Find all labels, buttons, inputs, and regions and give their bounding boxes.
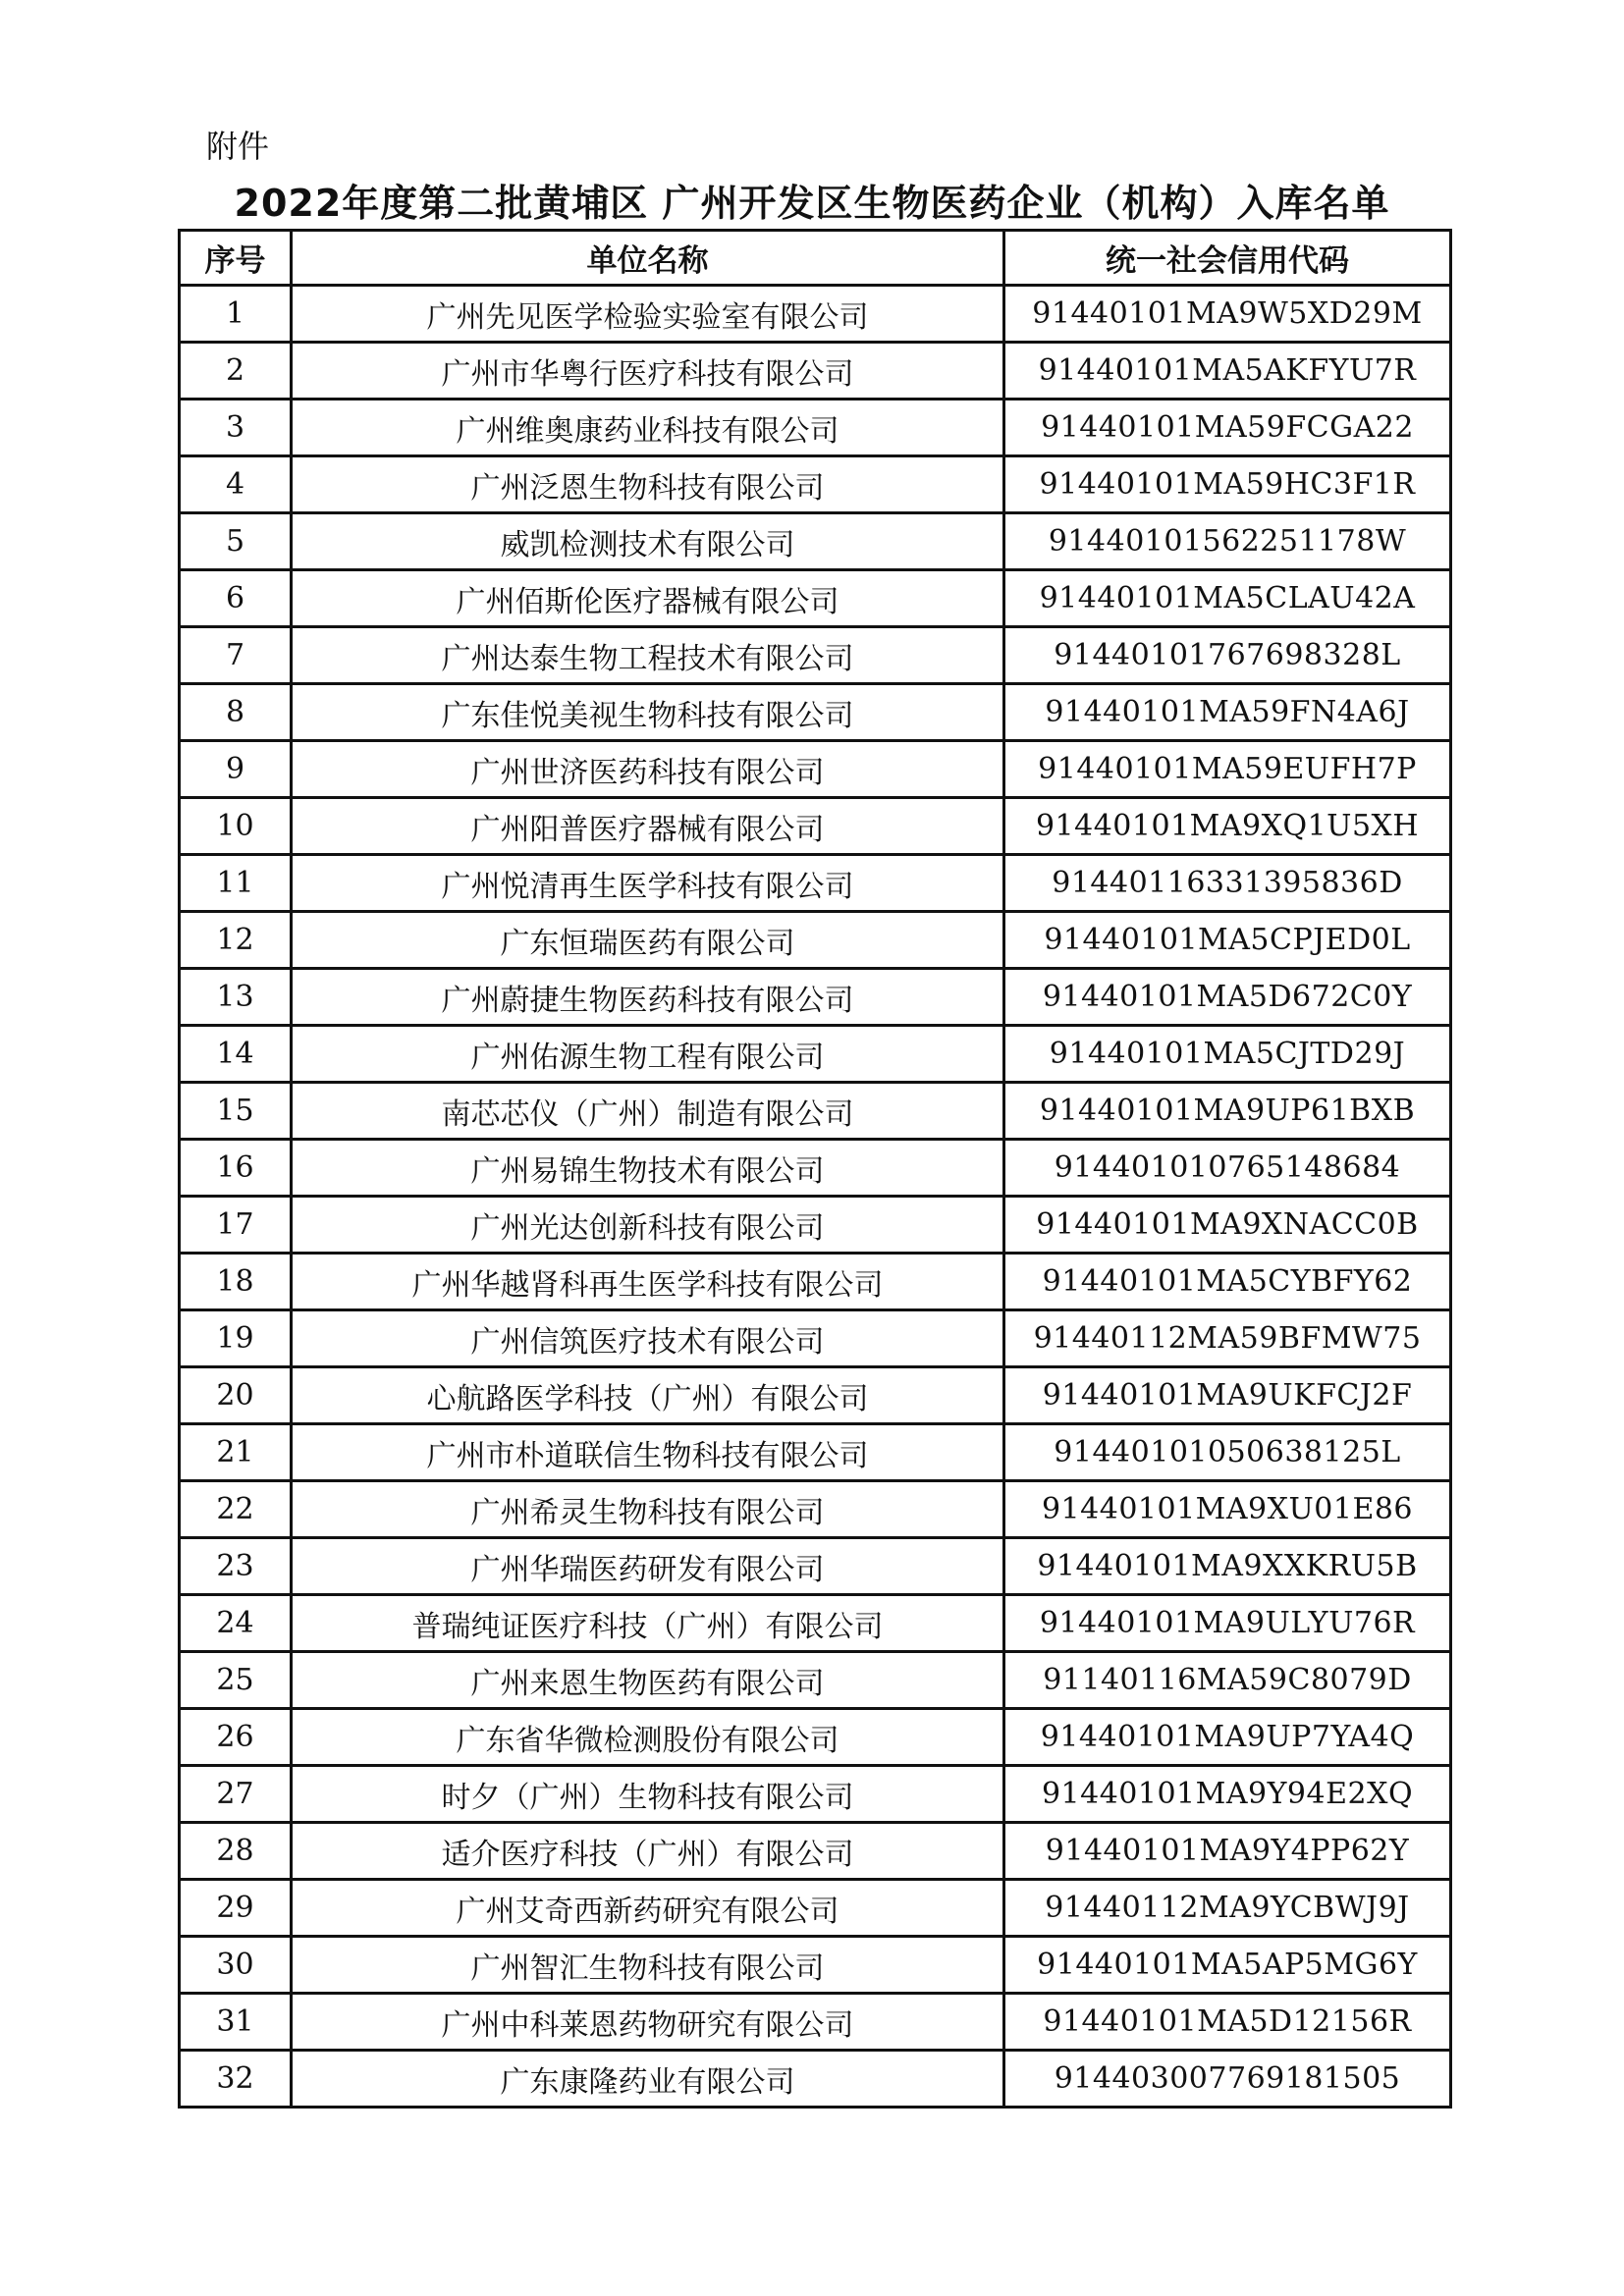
row-index: 28 — [180, 1823, 292, 1880]
table-row — [180, 286, 1451, 343]
header-company-name: 单位名称 — [292, 231, 1004, 286]
row-credit-code: 91440101MA59HC3F1R — [1004, 456, 1451, 513]
row-company-name: 南芯芯仪（广州）制造有限公司 — [292, 1083, 1004, 1140]
row-company-name: 普瑞纯证医疗科技（广州）有限公司 — [292, 1595, 1004, 1652]
row-index: 29 — [180, 1880, 292, 1937]
row-index: 7 — [180, 627, 292, 684]
row-credit-code: 91440101MA9XQ1U5XH — [1004, 798, 1451, 855]
table-row — [180, 400, 1451, 456]
row-company-name: 广州智汇生物科技有限公司 — [292, 1937, 1004, 1994]
header-index: 序号 — [180, 231, 292, 286]
row-company-name: 广州先见医学检验实验室有限公司 — [292, 286, 1004, 343]
table-row — [180, 684, 1451, 741]
row-credit-code: 91440101MA5D12156R — [1004, 1994, 1451, 2051]
row-index: 23 — [180, 1538, 292, 1595]
row-company-name: 广东省华微检测股份有限公司 — [292, 1709, 1004, 1766]
row-company-name: 心航路医学科技（广州）有限公司 — [292, 1367, 1004, 1424]
row-index: 2 — [180, 343, 292, 400]
table-row — [180, 1538, 1451, 1595]
row-index: 30 — [180, 1937, 292, 1994]
table-row — [180, 1026, 1451, 1083]
row-company-name: 广东康隆药业有限公司 — [292, 2051, 1004, 2108]
row-credit-code: 91440116331395836D — [1004, 855, 1451, 912]
row-index: 13 — [180, 969, 292, 1026]
page-title: 2022年度第二批黄埔区 广州开发区生物医药企业（机构）入库名单 — [234, 182, 1390, 225]
table-row — [180, 741, 1451, 798]
table-row — [180, 912, 1451, 969]
row-credit-code: 91440101MA9W5XD29M — [1004, 286, 1451, 343]
row-credit-code: 91440101MA5AKFYU7R — [1004, 343, 1451, 400]
row-index: 8 — [180, 684, 292, 741]
row-index: 26 — [180, 1709, 292, 1766]
row-index: 24 — [180, 1595, 292, 1652]
table-row — [180, 798, 1451, 855]
row-credit-code: 91440112MA9YCBWJ9J — [1004, 1880, 1451, 1937]
table-row — [180, 1880, 1451, 1937]
row-index: 18 — [180, 1254, 292, 1310]
table-row — [180, 1083, 1451, 1140]
table-row — [180, 627, 1451, 684]
table-row — [180, 1424, 1451, 1481]
row-index: 31 — [180, 1994, 292, 2051]
row-index: 4 — [180, 456, 292, 513]
row-company-name: 广州华瑞医药研发有限公司 — [292, 1538, 1004, 1595]
table-row — [180, 855, 1451, 912]
row-credit-code: 91440101MA9Y4PP62Y — [1004, 1823, 1451, 1880]
row-company-name: 广州中科莱恩药物研究有限公司 — [292, 1994, 1004, 2051]
row-index: 1 — [180, 286, 292, 343]
table-row — [180, 2051, 1451, 2108]
row-company-name: 威凯检测技术有限公司 — [292, 513, 1004, 570]
row-credit-code: 91440101MA5CLAU42A — [1004, 570, 1451, 627]
row-index: 5 — [180, 513, 292, 570]
table-row — [180, 1197, 1451, 1254]
row-index: 10 — [180, 798, 292, 855]
row-company-name: 广州艾奇西新药研究有限公司 — [292, 1880, 1004, 1937]
table-row — [180, 343, 1451, 400]
row-credit-code: 91440101MA5CJTD29J — [1004, 1026, 1451, 1083]
table-row — [180, 969, 1451, 1026]
row-company-name: 广州达泰生物工程技术有限公司 — [292, 627, 1004, 684]
table-row — [180, 1481, 1451, 1538]
row-index: 25 — [180, 1652, 292, 1709]
row-company-name: 广州华越肾科再生医学科技有限公司 — [292, 1254, 1004, 1310]
row-credit-code: 91440101MA5AP5MG6Y — [1004, 1937, 1451, 1994]
row-credit-code: 91440101562251178W — [1004, 513, 1451, 570]
row-credit-code: 91140116MA59C8079D — [1004, 1652, 1451, 1709]
row-index: 19 — [180, 1310, 292, 1367]
row-company-name: 时夕（广州）生物科技有限公司 — [292, 1766, 1004, 1823]
row-index: 32 — [180, 2051, 292, 2108]
row-credit-code: 91440101MA9ULYU76R — [1004, 1595, 1451, 1652]
row-company-name: 广州世济医药科技有限公司 — [292, 741, 1004, 798]
table-row — [180, 1652, 1451, 1709]
row-index: 15 — [180, 1083, 292, 1140]
row-company-name: 广州希灵生物科技有限公司 — [292, 1481, 1004, 1538]
row-index: 22 — [180, 1481, 292, 1538]
row-company-name: 广州维奥康药业科技有限公司 — [292, 400, 1004, 456]
row-company-name: 广东恒瑞医药有限公司 — [292, 912, 1004, 969]
row-credit-code: 91440101MA5CYBFY62 — [1004, 1254, 1451, 1310]
table-row — [180, 513, 1451, 570]
table-header-row — [180, 231, 1451, 286]
row-company-name: 广州悦清再生医学科技有限公司 — [292, 855, 1004, 912]
row-company-name: 广州市朴道联信生物科技有限公司 — [292, 1424, 1004, 1481]
enterprise-table — [178, 229, 1452, 2109]
table-row — [180, 1140, 1451, 1197]
table-row — [180, 1254, 1451, 1310]
table-body — [180, 286, 1451, 2108]
row-credit-code: 91440101MA59FCGA22 — [1004, 400, 1451, 456]
row-credit-code: 91440101MA9XU01E86 — [1004, 1481, 1451, 1538]
row-credit-code: 91440101050638125L — [1004, 1424, 1451, 1481]
row-credit-code: 91440101767698328L — [1004, 627, 1451, 684]
row-company-name: 广州阳普医疗器械有限公司 — [292, 798, 1004, 855]
row-credit-code: 91440101MA9XNACC0B — [1004, 1197, 1451, 1254]
row-index: 3 — [180, 400, 292, 456]
row-credit-code: 91440101MA59FN4A6J — [1004, 684, 1451, 741]
row-credit-code: 914401010765148684 — [1004, 1140, 1451, 1197]
row-index: 11 — [180, 855, 292, 912]
table-row — [180, 1766, 1451, 1823]
row-company-name: 广州佑源生物工程有限公司 — [292, 1026, 1004, 1083]
row-company-name: 广州来恩生物医药有限公司 — [292, 1652, 1004, 1709]
table-row — [180, 1310, 1451, 1367]
row-credit-code: 91440101MA5CPJED0L — [1004, 912, 1451, 969]
row-credit-code: 914403007769181505 — [1004, 2051, 1451, 2108]
table-row — [180, 456, 1451, 513]
row-company-name: 适介医疗科技（广州）有限公司 — [292, 1823, 1004, 1880]
table-row — [180, 1367, 1451, 1424]
row-company-name: 广州佰斯伦医疗器械有限公司 — [292, 570, 1004, 627]
row-index: 12 — [180, 912, 292, 969]
table-row — [180, 1823, 1451, 1880]
row-company-name: 广东佳悦美视生物科技有限公司 — [292, 684, 1004, 741]
row-company-name: 广州市华粤行医疗科技有限公司 — [292, 343, 1004, 400]
row-credit-code: 91440101MA9UP7YA4Q — [1004, 1709, 1451, 1766]
table-row — [180, 570, 1451, 627]
table-row — [180, 1937, 1451, 1994]
row-company-name: 广州信筑医疗技术有限公司 — [292, 1310, 1004, 1367]
row-index: 17 — [180, 1197, 292, 1254]
row-index: 16 — [180, 1140, 292, 1197]
row-credit-code: 91440112MA59BFMW75 — [1004, 1310, 1451, 1367]
row-index: 21 — [180, 1424, 292, 1481]
row-company-name: 广州光达创新科技有限公司 — [292, 1197, 1004, 1254]
row-credit-code: 91440101MA9UKFCJ2F — [1004, 1367, 1451, 1424]
row-index: 6 — [180, 570, 292, 627]
row-index: 27 — [180, 1766, 292, 1823]
table-row — [180, 1994, 1451, 2051]
row-credit-code: 91440101MA9UP61BXB — [1004, 1083, 1451, 1140]
row-credit-code: 91440101MA9Y94E2XQ — [1004, 1766, 1451, 1823]
row-credit-code: 91440101MA5D672C0Y — [1004, 969, 1451, 1026]
row-index: 9 — [180, 741, 292, 798]
table-row — [180, 1709, 1451, 1766]
row-company-name: 广州易锦生物技术有限公司 — [292, 1140, 1004, 1197]
row-credit-code: 91440101MA9XXKRU5B — [1004, 1538, 1451, 1595]
row-credit-code: 91440101MA59EUFH7P — [1004, 741, 1451, 798]
table-row — [180, 1595, 1451, 1652]
row-index: 20 — [180, 1367, 292, 1424]
row-index: 14 — [180, 1026, 292, 1083]
attachment-label: 附件 — [206, 128, 270, 165]
row-company-name: 广州泛恩生物科技有限公司 — [292, 456, 1004, 513]
header-credit-code: 统一社会信用代码 — [1004, 231, 1451, 286]
row-company-name: 广州蔚捷生物医药科技有限公司 — [292, 969, 1004, 1026]
